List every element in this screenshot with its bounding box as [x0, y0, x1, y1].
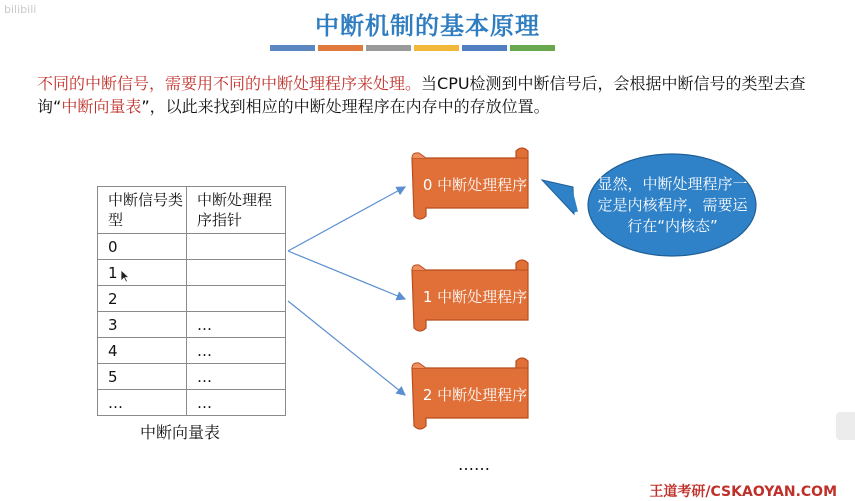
table-row: [98, 234, 286, 260]
more-handlers-ellipsis: ……: [458, 455, 490, 474]
table-row: [98, 312, 286, 338]
handler-scroll-2: [410, 356, 530, 434]
arrow-0: [288, 187, 405, 251]
table-row: [98, 338, 286, 364]
callout-bubble: [540, 150, 760, 260]
table-row: [98, 390, 286, 416]
table-cell: 1: [98, 260, 187, 286]
table-caption: 中断向量表: [140, 423, 221, 442]
table-cell: 3: [98, 312, 187, 338]
intro-highlight-2: 中断向量表: [61, 97, 142, 116]
table-cell: 5: [98, 364, 187, 390]
table-cell: 2: [98, 286, 187, 312]
table-cell: [187, 286, 286, 312]
intro-highlight-1: 不同的中断信号，需要用不同的中断处理程序来处理。: [37, 74, 422, 93]
table-header-row: [98, 187, 286, 234]
column-header-signal-type: 中断信号类型: [98, 187, 187, 234]
table-cell: [187, 260, 286, 286]
column-header-handler-pointer: 中断处理程序指针: [187, 187, 286, 234]
callout-text: 显然，中断处理程序一定是内核程序，需要运行在“内核态”: [597, 174, 748, 235]
table-cell: …: [98, 390, 187, 416]
table-row: [98, 286, 286, 312]
table-cell: …: [187, 312, 286, 338]
table-row: [98, 364, 286, 390]
table-cell: 0: [98, 234, 187, 260]
table-cell: 4: [98, 338, 187, 364]
mouse-cursor-icon: [120, 268, 130, 287]
intro-quote-open: “: [53, 97, 62, 116]
footer-brand: 王道考研/CSKAOYAN.COM: [649, 484, 837, 500]
intro-text-2: ，以此来找到相应的中断处理程序在内存中的存放位置。: [149, 97, 550, 116]
table-cell: …: [187, 338, 286, 364]
handler-label: 0 中断处理程序: [422, 175, 528, 194]
bilibili-watermark: bilibili: [4, 3, 37, 16]
intro-quote-close: ”: [141, 97, 150, 116]
page-title: 中断机制的基本原理: [315, 12, 540, 40]
interrupt-vector-table: [97, 186, 286, 416]
table-cell: [187, 234, 286, 260]
arrow-2: [288, 301, 405, 395]
handler-scroll-1: [410, 258, 530, 336]
handler-label: 2 中断处理程序: [422, 385, 528, 404]
handler-label: 1 中断处理程序: [422, 287, 528, 306]
handler-scroll-0: [410, 146, 530, 224]
table-cell: …: [187, 364, 286, 390]
intro-text-1: 当CPU检测到中断信号后，会根据中断信号的类型去查询: [37, 74, 806, 116]
arrow-1: [288, 251, 405, 299]
table-cell: …: [187, 390, 286, 416]
side-panel-toggle[interactable]: [836, 412, 855, 440]
